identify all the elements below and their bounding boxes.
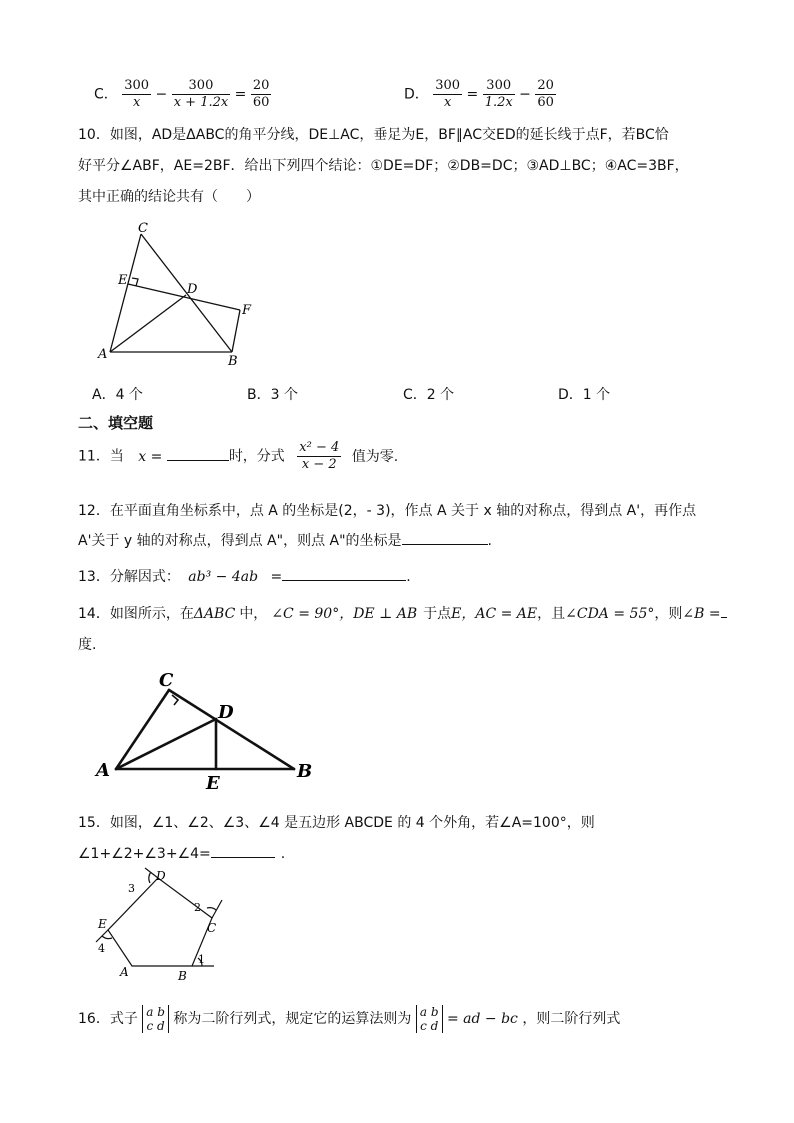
q10-option-b: B．3 个 xyxy=(247,387,298,403)
q11-prefix: 11．当 xyxy=(78,448,124,465)
q10-option-c: C．2 个 xyxy=(403,387,455,403)
q11-suffix: 值为零. xyxy=(351,448,399,465)
q10-line-3: 其中正确的结论共有（ ） xyxy=(78,189,260,205)
label-d: D xyxy=(156,869,166,883)
label-c: C xyxy=(207,921,217,935)
q10-option-d: D．1 个 xyxy=(558,387,611,403)
q13 xyxy=(78,566,411,586)
q15-text: ∠1+∠2+∠3+∠4= xyxy=(78,846,211,862)
answer-blank[interactable] xyxy=(402,530,488,545)
determinant xyxy=(416,1005,443,1033)
det-row-bottom: c d xyxy=(420,1019,439,1033)
equals: = xyxy=(466,86,479,103)
angle-arc-3 xyxy=(149,872,151,883)
q11-mid: 时，分式 xyxy=(228,448,285,465)
q13-prefix: 13．分解因式： xyxy=(78,569,180,585)
label-a: A xyxy=(96,760,110,781)
q13-expression: ab³ − 4ab xyxy=(188,569,259,585)
q16-rule: = ad − bc xyxy=(446,1011,518,1027)
det-row-top: a b xyxy=(146,1005,165,1019)
text: ，且 xyxy=(537,606,566,622)
q12-line-2 xyxy=(78,530,492,550)
fraction: $\frac{300}{x}$ xyxy=(124,78,150,110)
q11-variable: x = xyxy=(138,448,163,465)
text: 于点 xyxy=(423,606,452,622)
determinant xyxy=(142,1005,169,1033)
q15-figure xyxy=(90,866,230,986)
label-a: A xyxy=(120,965,129,979)
text: ，则 xyxy=(654,606,683,622)
segment-bf xyxy=(232,310,240,352)
text: 14．如图所示，在 xyxy=(78,606,194,622)
q10-option-a: A．4 个 xyxy=(92,387,143,403)
angle-arc-4 xyxy=(102,936,112,939)
label-c: C xyxy=(138,222,148,236)
period: . xyxy=(487,533,492,549)
section-title: 二、填空题 xyxy=(78,414,154,432)
q16-mid: 称为二阶行列式，规定它的运算法则为 xyxy=(173,1011,412,1027)
q10-figure xyxy=(90,222,280,372)
label-d: D xyxy=(187,282,198,297)
math: ∠C = 90°，DE ⊥ AB xyxy=(271,606,418,622)
segment-ac xyxy=(110,234,141,352)
equals: = xyxy=(234,86,247,103)
math: ∠CDA = 55° xyxy=(565,606,655,622)
label-e: E xyxy=(206,773,220,793)
det-row-bottom: c d xyxy=(146,1019,165,1033)
q14-figure xyxy=(94,668,324,793)
q9-option-d xyxy=(404,78,556,111)
q12-text: A'关于 y 轴的对称点，得到点 A"，则点 A"的坐标是 xyxy=(78,533,402,549)
answer-blank[interactable] xyxy=(211,843,275,858)
q16-prefix: 16．式子 xyxy=(78,1011,138,1027)
operator: − xyxy=(155,86,168,103)
period: . xyxy=(280,846,286,862)
q9-option-c xyxy=(94,78,271,111)
angle-label-1: 1 xyxy=(198,953,205,966)
angle-label-4: 4 xyxy=(98,942,105,955)
period: . xyxy=(406,569,411,585)
segment-ad xyxy=(116,719,216,769)
answer-blank[interactable] xyxy=(721,603,727,618)
q11 xyxy=(78,440,398,473)
equals: = xyxy=(270,569,283,585)
text: 中， xyxy=(239,606,268,622)
segment-ef xyxy=(128,284,240,310)
label-a: A xyxy=(98,347,108,362)
fraction: $\frac{300}{x + 1.2x}$ xyxy=(173,78,229,110)
fraction: $\frac{\text{x² − 4}}{x - 2}$ xyxy=(299,440,340,472)
math: E，AC = AE xyxy=(451,606,538,622)
pentagon xyxy=(108,878,212,966)
angle-label-2: 2 xyxy=(194,901,201,914)
label-e: E xyxy=(98,917,107,931)
answer-blank[interactable] xyxy=(167,446,229,461)
option-label: D． xyxy=(404,86,429,103)
angle-arc-2 xyxy=(207,908,216,910)
q12-line-1: 12．在平面直角坐标系中，点 A 的坐标是(2，- 3)，作点 A 关于 x 轴的对称点，得到点 A'，再作点 xyxy=(78,503,697,519)
q14-line-2: 度. xyxy=(78,637,97,653)
det-row-top: a b xyxy=(419,1005,439,1019)
q10-line-1: 10．如图，AD是ΔABC的角平分线，DE⊥AC，垂足为E，BF∥AC交ED的延长线于点F，若BC恰 xyxy=(78,127,669,143)
label-d: D xyxy=(218,702,234,723)
fraction: $\frac{20}{60}$ xyxy=(537,78,554,110)
label-e: E xyxy=(118,273,128,288)
q14-line-1 xyxy=(78,603,727,623)
q16-suffix: ，则二阶行列式 xyxy=(522,1011,621,1027)
label-c: C xyxy=(159,670,174,691)
fraction: $\frac{300}{1.2x}$ xyxy=(484,78,513,110)
answer-blank[interactable] xyxy=(282,566,406,581)
q15-line-2 xyxy=(78,843,285,862)
label-b: B xyxy=(297,761,313,782)
q16 xyxy=(78,1005,620,1033)
option-label: C． xyxy=(94,86,118,103)
segment-ad xyxy=(110,295,186,352)
math: ΔABC xyxy=(193,606,236,622)
operator: − xyxy=(519,86,531,103)
fraction: $\frac{20}{60}$ xyxy=(252,78,270,110)
angle-label-3: 3 xyxy=(128,882,135,895)
q15-line-1: 15．如图，∠1、∠2、∠3、∠4 是五边形 ABCDE 的 4 个外角，若∠A=100°，则 xyxy=(78,815,595,831)
label-b: B xyxy=(228,354,238,369)
fraction: $\frac{300}{x}$ xyxy=(435,78,461,110)
label-b: B xyxy=(178,969,187,983)
math: ∠B = xyxy=(682,606,721,622)
q10-line-2: 好平分∠ABF，AE=2BF．给出下列四个结论：①DE=DF；②DB=DC；③AD⊥BC；④AC=3BF， xyxy=(78,158,689,174)
label-f: F xyxy=(242,303,252,318)
